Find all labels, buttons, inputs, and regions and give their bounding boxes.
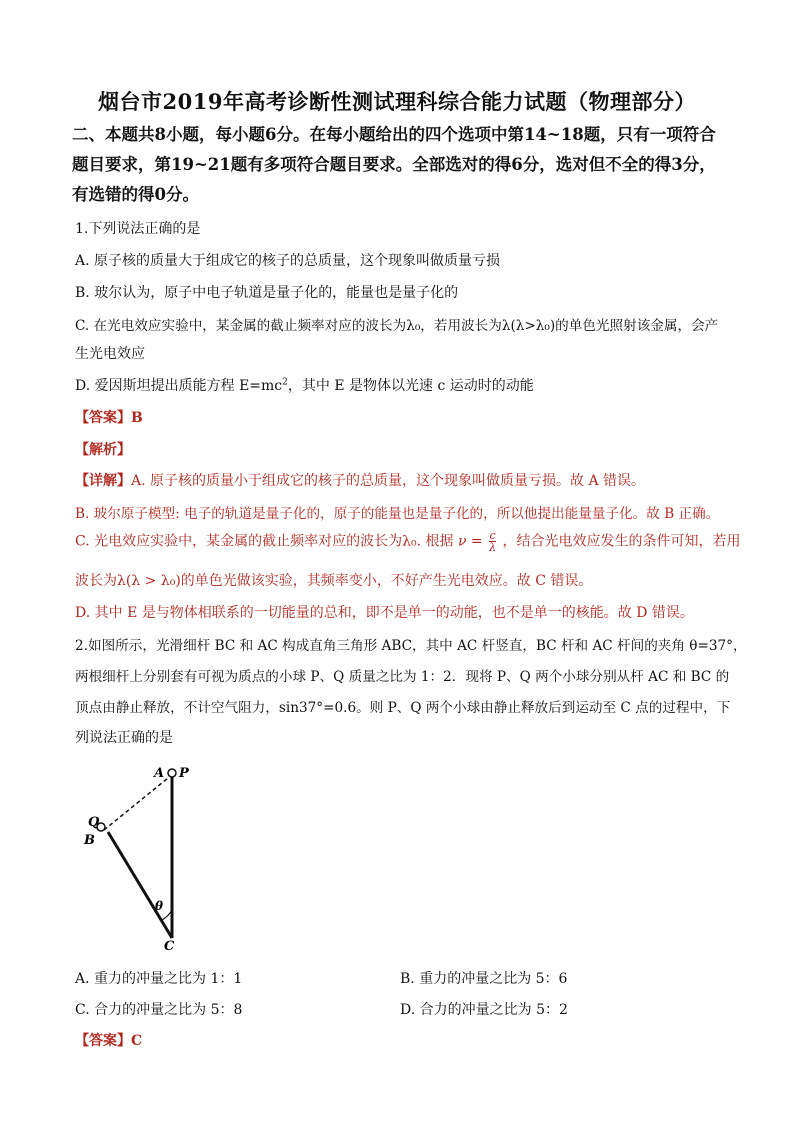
q2-option-c: C. 合力的冲量之比为 5：8 bbox=[75, 1002, 243, 1018]
q1-option-d-pre: D. 爱因斯坦提出质能方程 E=mc bbox=[75, 378, 283, 394]
label-q: Q bbox=[88, 815, 100, 830]
label-p: P bbox=[179, 766, 189, 781]
q2-line4: 列说法正确的是 bbox=[75, 730, 173, 746]
q2-answer: 【答案】C bbox=[75, 1033, 143, 1049]
page-title: 烟台市2019年高考诊断性测试理科综合能力试题（物理部分） bbox=[98, 89, 696, 114]
q1-option-c-line1: C. 在光电效应实验中，某金属的截止频率对应的波长为λ₀，若用波长为λ(λ>λ₀)的单色光照射该金属，会产 bbox=[75, 318, 719, 334]
label-b: B bbox=[84, 833, 95, 848]
rod-bc bbox=[108, 832, 172, 938]
q2-line3: 顶点由静止释放，不计空气阻力，sin37°=0.6。则 P、Q 两个小球由静止释放后到运动至 C 点的过程中，下 bbox=[75, 700, 731, 716]
q2-option-a: A. 重力的冲量之比为 1：1 bbox=[75, 971, 243, 987]
q1-detail-a-text: A. 原子核的质量小于组成它的核子的总质量，这个现象叫做质量亏损。故 A 错误。 bbox=[131, 473, 646, 489]
q1-detail-c-v: ν = bbox=[457, 533, 483, 550]
q1-detail-d: D. 其中 E 是与物体相联系的一切能量的总和，即不是单一的动能，也不是单一的核能。故 D 错误。 bbox=[75, 605, 694, 621]
q1-detail-b: B. 玻尔原子模型: 电子的轨道是量子化的，原子的能量也是量子化的，所以他提出能量量子化。故 B 正确。 bbox=[75, 506, 720, 522]
q2-line1: 2.如图所示，光滑细杆 BC 和 AC 构成直角三角形 ABC，其中 AC 杆竖直，BC 杆和 AC 杆间的夹角 θ=37°， bbox=[75, 638, 747, 654]
fraction-numerator: c bbox=[489, 529, 496, 542]
q1-option-c-line2: 生光电效应 bbox=[75, 346, 145, 362]
ball-p bbox=[168, 769, 176, 777]
q1-detail-c-line2: 波长为λ(λ > λ₀)的单色光做该实验，其频率变小，不好产生光电效应。故 C 错误。 bbox=[75, 573, 593, 589]
q1-option-b: B. 玻尔认为，原子中电子轨道是量子化的，能量也是量子化的 bbox=[75, 285, 459, 301]
label-c: C bbox=[164, 939, 175, 952]
q2-triangle-figure bbox=[78, 762, 190, 952]
q2-line2: 两根细杆上分别套有可视为质点的小球 P、Q 质量之比为 1：2．现将 P、Q 两个小球分别从杆 AC 和 BC 的 bbox=[75, 669, 730, 685]
q2-option-d: D. 合力的冲量之比为 5：2 bbox=[400, 1002, 568, 1018]
q1-answer: 【答案】B bbox=[75, 410, 143, 426]
q1-detail-c-fraction bbox=[489, 530, 496, 553]
fraction-denominator: λ bbox=[489, 541, 497, 554]
q1-stem: 1.下列说法正确的是 bbox=[75, 221, 201, 237]
dashed-line-ab bbox=[104, 778, 168, 830]
q1-detail-c-pre: C. 光电效应实验中，某金属的截止频率对应的波长为λ₀. 根据 bbox=[75, 533, 454, 550]
label-theta: θ bbox=[155, 899, 164, 913]
q1-detail-c-line1 bbox=[75, 530, 741, 553]
q1-option-d-sup: 2 bbox=[282, 377, 288, 388]
label-a: A bbox=[154, 766, 165, 781]
q1-detail-a bbox=[75, 470, 645, 490]
section-header: 二、本题共8小题，每小题6分。在每小题给出的四个选项中第14~18题，只有一项符合题目要求，第19~21题有多项符合题目要求。全部选对的得6分，选对但不全的得3分，有选错的得0分。 bbox=[72, 125, 716, 204]
q1-detail-c-post: ，结合光电效应发生的条件可知，若用 bbox=[502, 533, 741, 550]
q1-detail-label: 【详解】 bbox=[75, 473, 131, 489]
q2-option-b: B. 重力的冲量之比为 5：6 bbox=[400, 971, 568, 987]
q1-option-d-post: ，其中 E 是物体以光速 c 运动时的动能 bbox=[287, 378, 534, 394]
q1-option-a: A. 原子核的质量大于组成它的核子的总质量，这个现象叫做质量亏损 bbox=[75, 253, 501, 269]
q1-analysis-label: 【解析】 bbox=[75, 442, 131, 458]
q1-option-d bbox=[75, 375, 534, 395]
